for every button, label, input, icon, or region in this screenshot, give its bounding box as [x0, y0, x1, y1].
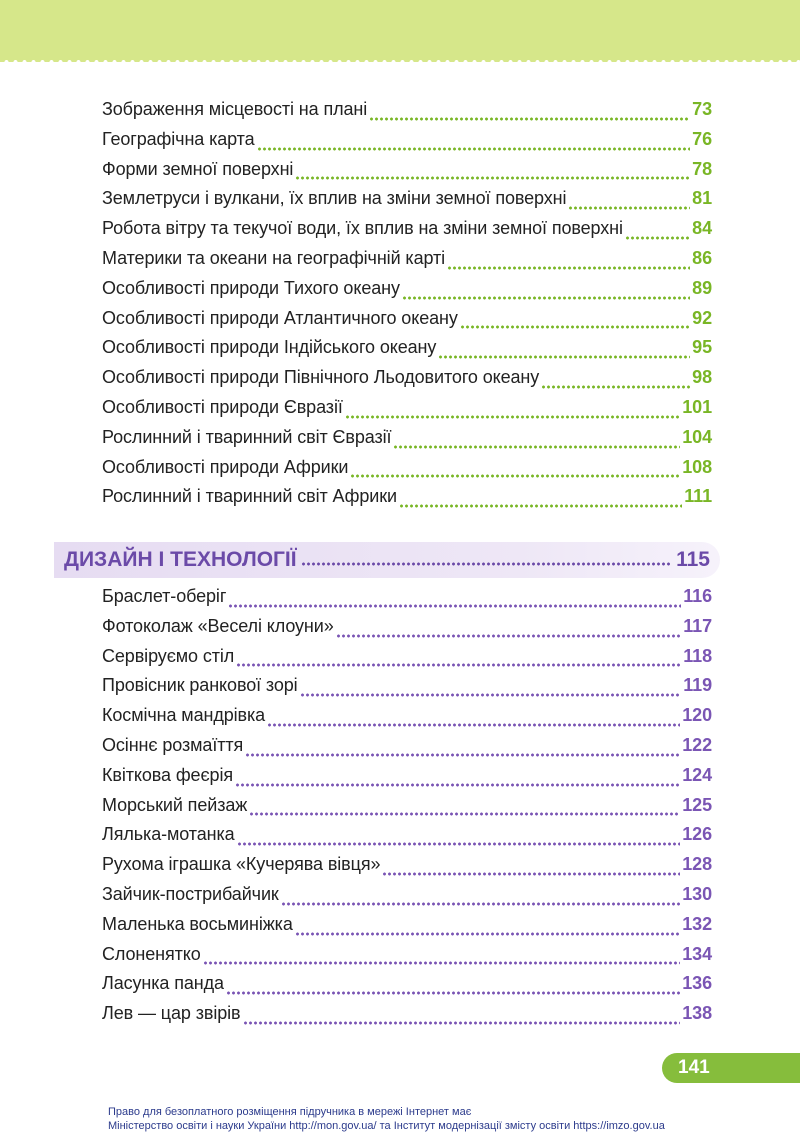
entry-title: Особливості природи Африки: [102, 456, 349, 477]
entry-page-number: 108: [682, 456, 712, 477]
leader-dots: [300, 693, 682, 697]
toc-entry[interactable]: [102, 854, 712, 884]
toc-entry[interactable]: [102, 586, 712, 616]
entry-title: Особливості природи Тихого океану: [102, 277, 400, 298]
leader-dots: [393, 445, 680, 449]
toc-entry[interactable]: [102, 705, 712, 735]
leader-dots: [295, 176, 690, 180]
leader-dots: [438, 355, 690, 359]
entry-page-number: 81: [692, 188, 712, 209]
entry-page-number: 84: [692, 218, 712, 239]
geography-toc: [102, 99, 712, 516]
entry-title: Рухома іграшка «Кучерява вівця»: [102, 854, 381, 875]
entry-title: Провісник ранкової зорі: [102, 675, 298, 696]
leader-dots: [382, 872, 680, 876]
leader-dots: [203, 961, 681, 965]
entry-title: Зображення місцевості на плані: [102, 99, 368, 119]
entry-page-number: 92: [692, 307, 712, 328]
entry-page-number: 138: [682, 1003, 712, 1024]
leader-dots: [336, 634, 682, 638]
leader-dots: [345, 415, 681, 419]
entry-title: Лялька-мотанка: [102, 824, 235, 845]
leader-dots: [228, 604, 681, 608]
section-page-number: 115: [676, 548, 710, 571]
leader-dots: [235, 783, 680, 787]
toc-entry[interactable]: [102, 675, 712, 705]
toc-entry[interactable]: [102, 973, 712, 1003]
entry-page-number: 134: [682, 943, 712, 964]
entry-title: Браслет-оберіг: [102, 586, 227, 606]
toc-entry[interactable]: [102, 99, 712, 129]
entry-title: Землетруси і вулкани, їх вплив на зміни земної поверхні: [102, 188, 567, 209]
footer-line-2: Міністерство освіти і науки України http://mon.gov.ua/ та Інститут модернізації змісту освіти https://imzo.gov.ua: [108, 1120, 665, 1132]
toc-entry[interactable]: [102, 397, 712, 427]
leader-dots: [237, 842, 681, 846]
entry-title: Сервіруємо стіл: [102, 645, 235, 666]
toc-entry[interactable]: [102, 735, 712, 765]
entry-title: Особливості природи Євразії: [102, 396, 343, 417]
entry-page-number: 116: [683, 586, 712, 606]
entry-title: Фотоколаж «Веселі клоуни»: [102, 615, 334, 636]
toc-entry[interactable]: [102, 486, 712, 516]
entry-page-number: 122: [682, 734, 712, 755]
entry-title: Слоненятко: [102, 943, 201, 964]
entry-page-number: 117: [683, 615, 712, 636]
leader-dots: [350, 474, 680, 478]
section-header-design[interactable]: [54, 542, 720, 578]
toc-entry[interactable]: [102, 248, 712, 278]
entry-title: Осіннє розмаїття: [102, 734, 244, 755]
leader-dots: [369, 117, 690, 121]
toc-entry[interactable]: [102, 457, 712, 487]
toc-entry[interactable]: [102, 367, 712, 397]
entry-title: Особливості природи Атлантичного океану: [102, 307, 458, 328]
leader-dots: [236, 663, 681, 667]
toc-entry[interactable]: [102, 159, 712, 189]
footer: [108, 1105, 748, 1133]
toc-entry[interactable]: [102, 188, 712, 218]
leader-dots: [226, 991, 680, 995]
toc-entry[interactable]: [102, 337, 712, 367]
toc-entry[interactable]: [102, 765, 712, 795]
entry-page-number: 136: [682, 973, 712, 994]
entry-page-number: 130: [682, 883, 712, 904]
entry-title: Маленька восьминіжка: [102, 913, 293, 934]
entry-page-number: 111: [684, 486, 712, 507]
entry-page-number: 104: [682, 426, 712, 447]
entry-title: Материки та океани на географічній карті: [102, 247, 446, 268]
entry-title: Космічна мандрівка: [102, 705, 266, 726]
entry-page-number: 132: [682, 913, 712, 934]
leader-dots: [402, 296, 690, 300]
toc-entry[interactable]: [102, 616, 712, 646]
entry-page-number: 124: [682, 764, 712, 785]
page-number-tab: [662, 1053, 800, 1083]
entry-page-number: 101: [682, 396, 712, 417]
entry-title: Рослинний і тваринний світ Євразії: [102, 426, 392, 447]
dotted-border: [0, 58, 800, 66]
leader-dots: [447, 266, 690, 270]
entry-page-number: 125: [682, 794, 712, 815]
entry-title: Особливості природи Індійського океану: [102, 337, 437, 358]
leader-dots: [257, 147, 691, 151]
toc-entry[interactable]: [102, 308, 712, 338]
entry-page-number: 120: [682, 705, 712, 726]
design-toc: [102, 586, 712, 1033]
entry-title: Робота вітру та текучої води, їх вплив на зміни земної поверхні: [102, 218, 623, 239]
entry-title: Рослинний і тваринний світ Африки: [102, 486, 397, 507]
leader-dots: [281, 902, 681, 906]
page-number: 141: [678, 1057, 710, 1078]
leader-dots: [267, 723, 680, 727]
entry-page-number: 78: [692, 158, 712, 179]
toc-entry[interactable]: [102, 914, 712, 944]
toc-entry[interactable]: [102, 884, 712, 914]
entry-title: Лев — цар звірів: [102, 1003, 241, 1024]
leader-dots: [568, 206, 690, 210]
leader-dots: [399, 504, 682, 508]
entry-title: Географічна карта: [102, 128, 255, 149]
leader-dots: [460, 325, 690, 329]
leader-dots: [541, 385, 690, 389]
leader-dots: [301, 562, 673, 566]
leader-dots: [295, 932, 681, 936]
entry-page-number: 89: [692, 277, 712, 298]
section-title: ДИЗАЙН І ТЕХНОЛОГІЇ: [64, 548, 297, 571]
entry-page-number: 86: [692, 247, 712, 268]
entry-page-number: 118: [683, 645, 712, 666]
entry-page-number: 73: [692, 99, 712, 119]
leader-dots: [625, 236, 690, 240]
toc-entry[interactable]: [102, 1003, 712, 1033]
toc-entry[interactable]: [102, 129, 712, 159]
leader-dots: [243, 1021, 681, 1025]
footer-line-1: Право для безоплатного розміщення підручника в мережі Інтернет має: [108, 1106, 472, 1118]
entry-title: Квіткова феєрія: [102, 764, 234, 785]
entry-title: Особливості природи Північного Льодовитого океану: [102, 367, 540, 388]
toc-entry[interactable]: [102, 944, 712, 974]
entry-page-number: 119: [683, 675, 712, 696]
entry-page-number: 98: [692, 367, 712, 388]
toc-entry[interactable]: [102, 646, 712, 676]
entry-title: Морський пейзаж: [102, 794, 248, 815]
leader-dots: [245, 753, 680, 757]
entry-page-number: 76: [692, 128, 712, 149]
entry-page-number: 126: [682, 824, 712, 845]
entry-title: Форми земної поверхні: [102, 158, 294, 179]
entry-page-number: 95: [692, 337, 712, 358]
toc-entry[interactable]: [102, 427, 712, 457]
leader-dots: [249, 812, 680, 816]
entry-page-number: 128: [682, 854, 712, 875]
entry-title: Ласунка панда: [102, 973, 224, 994]
top-banner: [0, 0, 800, 62]
entry-title: Зайчик-пострибайчик: [102, 883, 279, 904]
toc-entry[interactable]: [102, 218, 712, 248]
toc-entry[interactable]: [102, 278, 712, 308]
toc-entry[interactable]: [102, 795, 712, 825]
toc-entry[interactable]: [102, 824, 712, 854]
